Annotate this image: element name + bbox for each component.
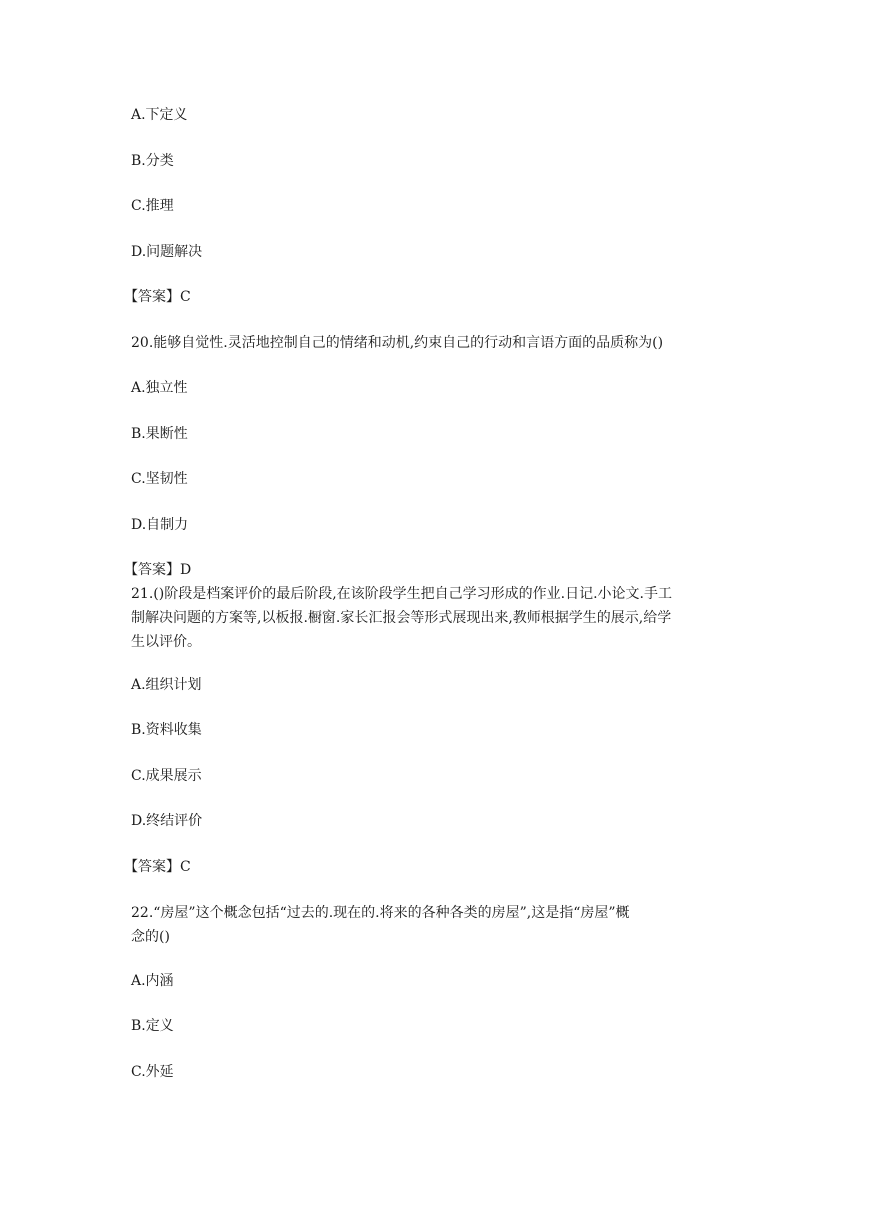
q19-answer: 【答案】C	[124, 289, 191, 305]
q22-option-b: B.定义	[131, 1018, 174, 1034]
q19-option-d: D.问题解决	[131, 244, 203, 260]
q19-option-c: C.推理	[131, 198, 174, 214]
q20-option-b: B.果断性	[131, 426, 188, 442]
q20-answer: 【答案】D	[124, 562, 192, 578]
q21-question-line-2: 制解决问题的方案等,以板报.橱窗.家长汇报会等形式展现出来,教师根据学生的展示,给学	[131, 610, 672, 626]
q22-question-line-2: 念的()	[131, 929, 170, 945]
q19-option-a: A.下定义	[131, 107, 188, 123]
q21-question	[131, 582, 746, 654]
q21-option-d: D.终结评价	[131, 813, 203, 829]
q21-question-line-1: 21.()阶段是档案评价的最后阶段,在该阶段学生把自己学习形成的作业.日记.小论文.手工	[131, 586, 672, 602]
q21-option-a: A.组织计划	[131, 677, 202, 693]
q19-option-b: B.分类	[131, 153, 174, 169]
q21-answer: 【答案】C	[124, 859, 191, 875]
q22-option-c: C.外延	[131, 1064, 174, 1080]
q20-option-c: C.坚韧性	[131, 471, 188, 487]
q21-option-c: C.成果展示	[131, 768, 202, 784]
q21-option-b: B.资料收集	[131, 722, 202, 738]
q20-option-d: D.自制力	[131, 517, 189, 533]
q22-option-a: A.内涵	[131, 973, 174, 989]
q20-option-a: A.独立性	[131, 380, 188, 396]
q22-question-line-1: 22.“房屋”这个概念包括“过去的.现在的.将来的各种各类的房屋”,这是指“房屋”概	[131, 905, 630, 921]
q22-question	[131, 901, 746, 949]
q21-question-line-3: 生以评价。	[131, 634, 201, 650]
q20-question: 20.能够自觉性.灵活地控制自己的情绪和动机,约束自己的行动和言语方面的品质称为()	[131, 335, 664, 351]
